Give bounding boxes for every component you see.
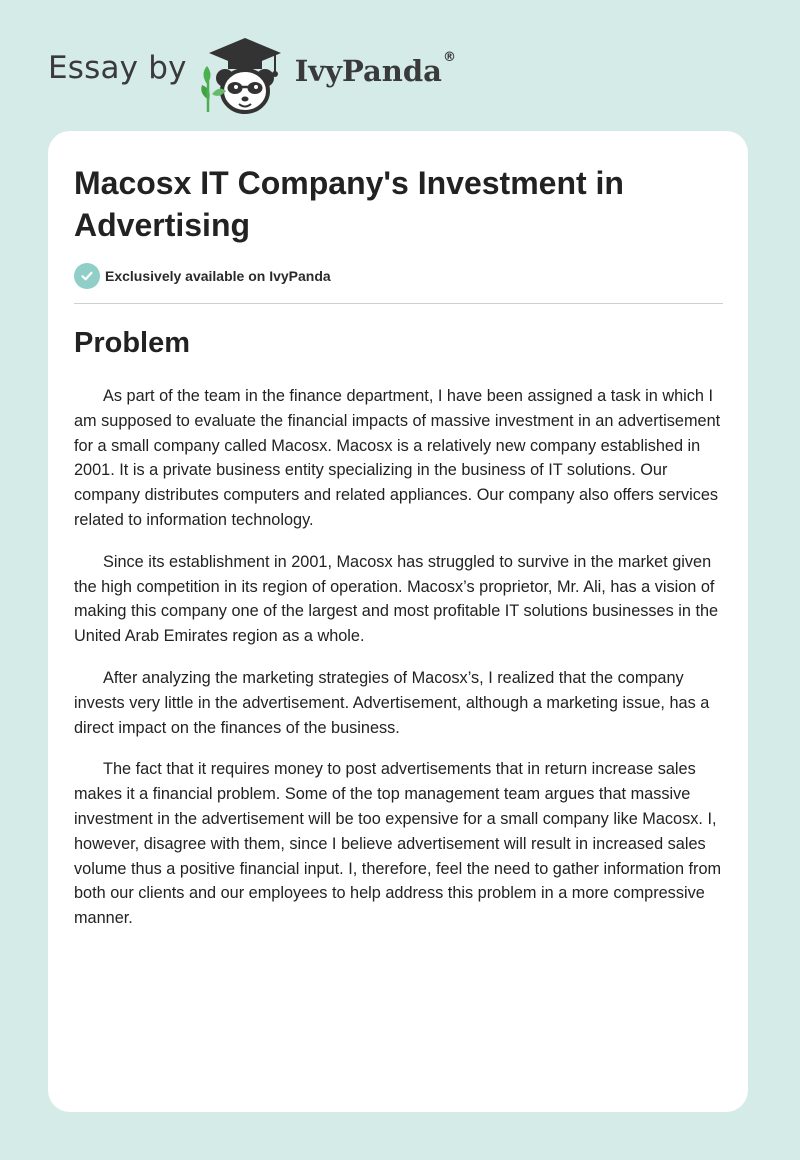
section-heading: Problem	[74, 327, 191, 359]
exclusive-badge-text: Exclusively available on IvyPanda	[105, 268, 331, 284]
registered-mark: ®	[442, 50, 456, 65]
site-header	[48, 28, 456, 118]
brand-prefix: Essay by	[48, 50, 187, 86]
essay-body	[74, 384, 722, 948]
paragraph: As part of the team in the finance department, I have been assigned a task in which I am supposed to evaluate the financial impacts of massive investment in an advertisement for a small company called Macosx. Macosx is a relatively new company established in 2001. It is a private business entity specializing in the business of IT solutions. Our company distributes computers and related appliances. Our company also offers services related to information technology.	[74, 387, 721, 529]
paragraph: Since its establishment in 2001, Macosx has struggled to survive in the market given the high competition in its region of operation. Macosx’s proprietor, Mr. Ali, has a vision of making this company one of the largest and most profitable IT solutions businesses in the United Arab Emirates region as a whole.	[74, 552, 719, 646]
exclusive-badge	[74, 263, 331, 289]
page-title: Macosx IT Company's Investment in Advertising	[74, 165, 624, 243]
paragraph: After analyzing the marketing strategies of Macosx’s, I realized that the company invests very little in the advertisement. Advertisement, although a marketing issue, has a direct impact on the finances of the business.	[74, 668, 710, 737]
divider	[74, 303, 723, 304]
panda-graduate-icon[interactable]	[197, 28, 293, 118]
brand-name[interactable]: IvyPanda®	[294, 50, 456, 88]
essay-card	[48, 131, 748, 1112]
paragraph: The fact that it requires money to post advertisements that in return increase sales makes it a financial problem. Some of the top management team argues that massive investment in the advertisement will be too expensive for a small company like Macosx. I, however, disagree with them, since I believe advertisement will result in increased sales volume thus a positive financial input. I, therefore, feel the need to gather information from both our clients and our employees to help address this problem in a more compressive manner.	[74, 760, 722, 928]
check-circle-icon	[74, 263, 100, 289]
